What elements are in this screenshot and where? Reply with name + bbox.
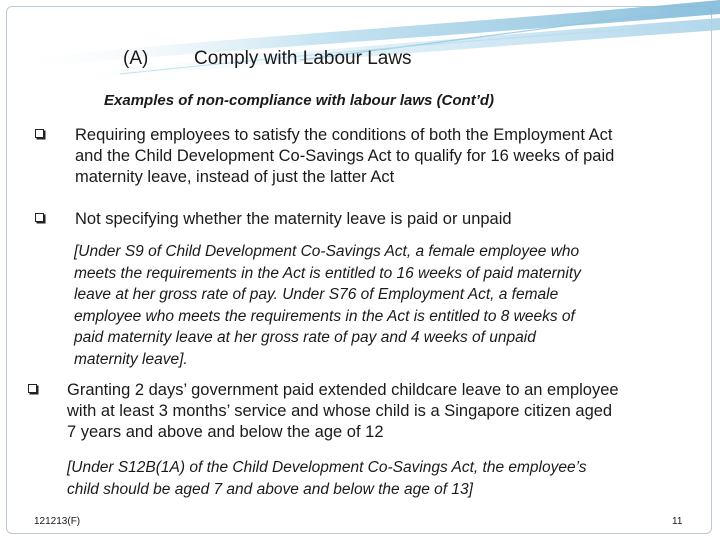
item-line: and the Child Development Co-Savings Act to qualify for 16 weeks of paid	[75, 147, 615, 165]
item-line: Granting 2 days’ government paid extended childcare leave to an employee	[67, 381, 619, 399]
footer-code: 121213(F)	[34, 516, 81, 527]
checkbox-bullet-icon	[35, 129, 44, 138]
note-line: meets the requirements in the Act is entitled to 16 weeks of paid maternity	[74, 264, 581, 282]
note-line: [Under S9 of Child Development Co-Savings Act, a female employee who	[74, 243, 580, 260]
list-item	[75, 125, 614, 188]
item-line: Not specifying whether the maternity leave is paid or unpaid	[75, 210, 512, 228]
slide-title	[0, 48, 720, 78]
list-item	[75, 209, 512, 230]
title-text: Comply with Labour Laws	[194, 48, 412, 69]
item-note	[74, 241, 581, 370]
item-line: with at least 3 months’ service and whose child is a Singapore citizen aged	[67, 402, 613, 420]
item-line: Requiring employees to satisfy the conditions of both the Employment Act	[75, 126, 613, 144]
note-line: child should be aged 7 and above and below the age of 13]	[67, 480, 473, 498]
checkbox-bullet-icon	[35, 213, 44, 222]
item-line: maternity leave, instead of just the latter Act	[75, 168, 395, 186]
note-line: employee who meets the requirements in the Act is entitled to 8 weeks of	[74, 307, 575, 325]
item-line: 7 years and above and below the age of 12	[67, 423, 384, 441]
note-line: maternity leave].	[74, 350, 188, 368]
slide-subtitle: Examples of non-compliance with labour laws (Cont’d)	[104, 92, 495, 109]
note-line: [Under S12B(1A) of the Child Development Co-Savings Act, the employee’s	[67, 459, 587, 476]
list-item	[67, 380, 619, 443]
item-note	[67, 457, 587, 500]
checkbox-bullet-icon	[28, 384, 37, 393]
note-line: paid maternity leave at her gross rate of pay and 4 weeks of unpaid	[74, 329, 536, 346]
title-section-label: (A)	[123, 48, 149, 69]
note-line: leave at her gross rate of pay. Under S76 of Employment Act, a female	[74, 286, 559, 303]
page-number: 11	[672, 516, 683, 527]
